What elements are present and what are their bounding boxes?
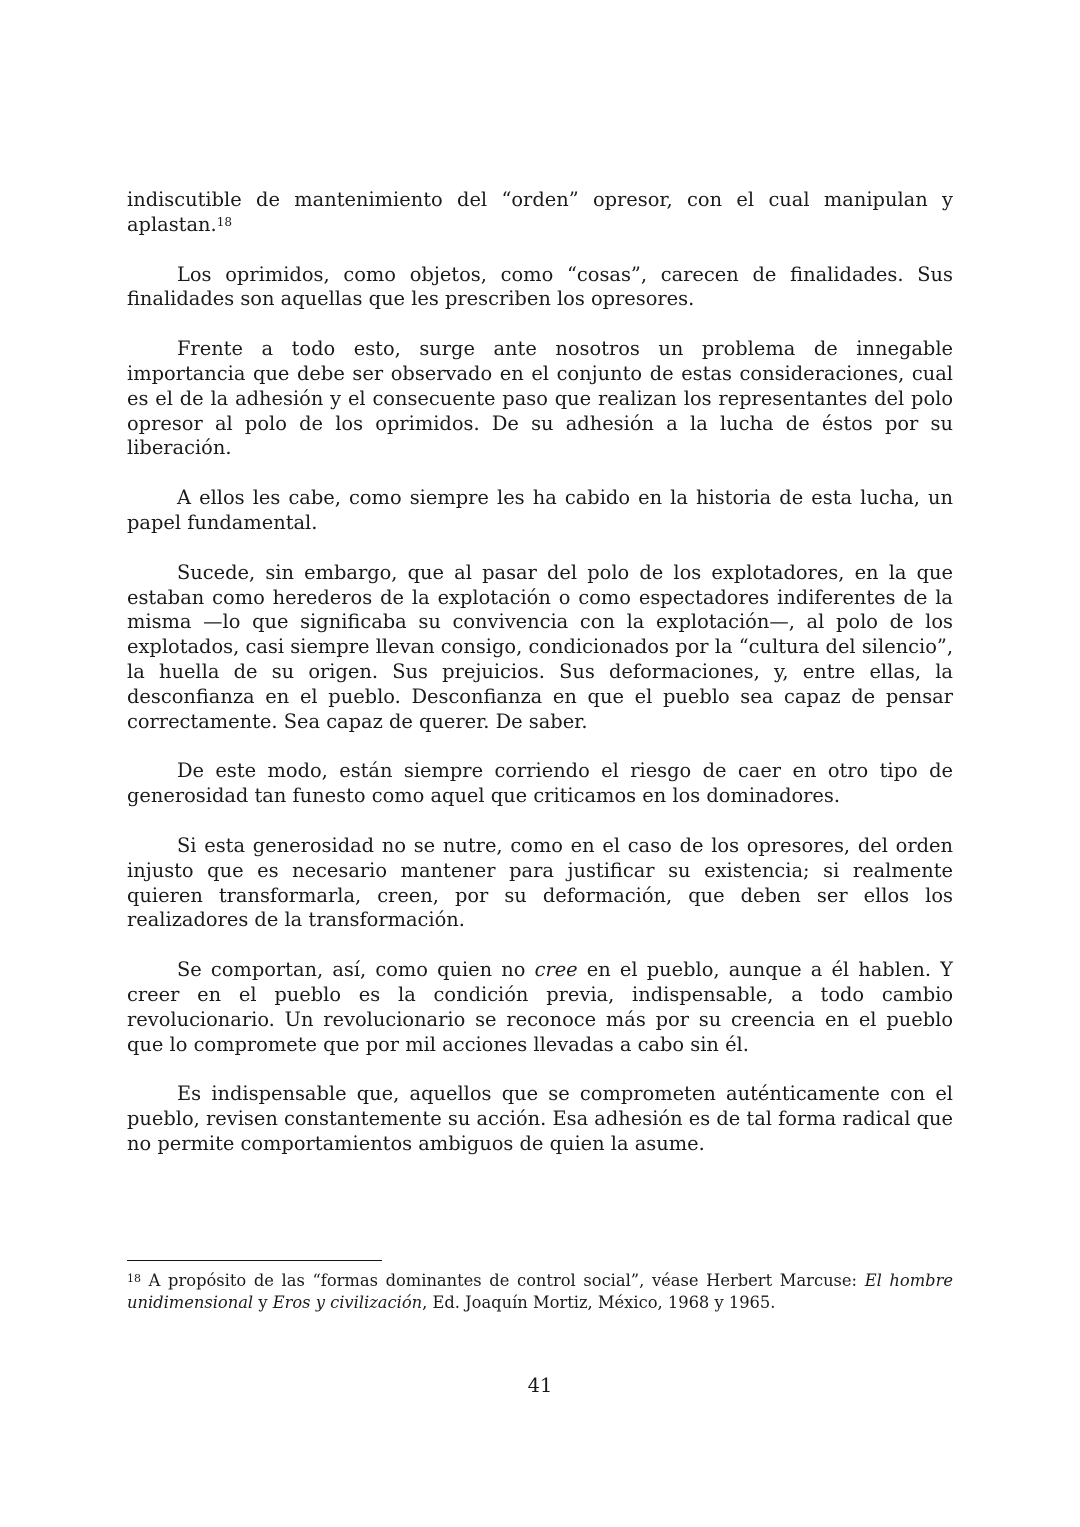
page-body	[127, 188, 953, 1182]
paragraph-7: Si esta generosidad no se nutre, como en el caso de los opresores, del orden injusto que es necesario mantener para justificar su existencia; si realmente quieren transformarla, creen, por su deformación, que deben ser ellos los realizadores de la transformación.	[127, 833, 953, 932]
paragraph-1: indiscutible de mantenimiento del “orden” opresor, con el cual manipulan y aplastan.$^{18}$	[127, 188, 953, 236]
book-title: Eros y civilización	[272, 1292, 423, 1312]
paragraph-5: Sucede, sin embargo, que al pasar del polo de los explotadores, en la que estaban como herederos de la explotación o como espectadores indiferentes de la misma —lo que significaba su convivencia con la explotación—, al polo de los explotados, casi siempre llevan consigo, condicionados por la “cultura del silencio”, la huella de su origen. Sus prejuicios. Sus deformaciones, y, entre ellas, la desconfianza en el pueblo. Desconfianza en que el pueblo sea capaz de pensar correctamente. Sea capaz de querer. De saber.	[127, 560, 953, 733]
footnote-divider	[127, 1260, 382, 1261]
paragraph-9: Es indispensable que, aquellos que se comprometen auténticamente con el pueblo, revisen constantemente su acción. Esa adhesión es de tal forma radical que no permite comportamientos ambiguos de quien la asume.	[127, 1082, 953, 1155]
book-title: El hombre unidimensional	[127, 1271, 953, 1312]
paragraph-6: De este modo, están siempre corriendo el riesgo de caer en otro tipo de generosidad tan funesto como aquel que criticamos en los dominadores.	[127, 759, 953, 808]
page-number: 41	[527, 1374, 553, 1397]
paragraph-3: Frente a todo esto, surge ante nosotros un problema de innegable importancia que debe ser observado en el conjunto de estas consideraciones, cual es el de la adhesión y el consecuente paso que realizan los representantes del polo opresor al polo de los oprimidos. De su adhesión a la lucha de éstos por su liberación.	[127, 337, 953, 460]
footnote: $^{18}$ A propósito de las “formas dominantes de control social”, véase Herbert Marcuse: El hombre unidimensional y Eros y civilización, Ed. Joaquín Mortiz, México, 1968 y 1965.	[127, 1271, 953, 1312]
emphasis: cree	[534, 958, 578, 982]
footnote-number: 18	[127, 1272, 141, 1285]
footnote-ref[interactable]: 18	[216, 214, 232, 229]
paragraph-8: Se comportan, así, como quien no cree en el pueblo, aunque a él hablen. Y creer en el pueblo es la condición previa, indispensable, a todo cambio revolucionario. Un revolucionario se reconoce más por su creencia en el pueblo que lo compromete que por mil acciones llevadas a cabo sin él.	[127, 958, 953, 1056]
paragraph-4: A ellos les cabe, como siempre les ha cabido en la historia de esta lucha, un papel fundamental.	[127, 486, 953, 534]
paragraph-2: Los oprimidos, como objetos, como “cosas”, carecen de finalidades. Sus finalidades son aquellas que les prescriben los opresores.	[127, 262, 953, 311]
